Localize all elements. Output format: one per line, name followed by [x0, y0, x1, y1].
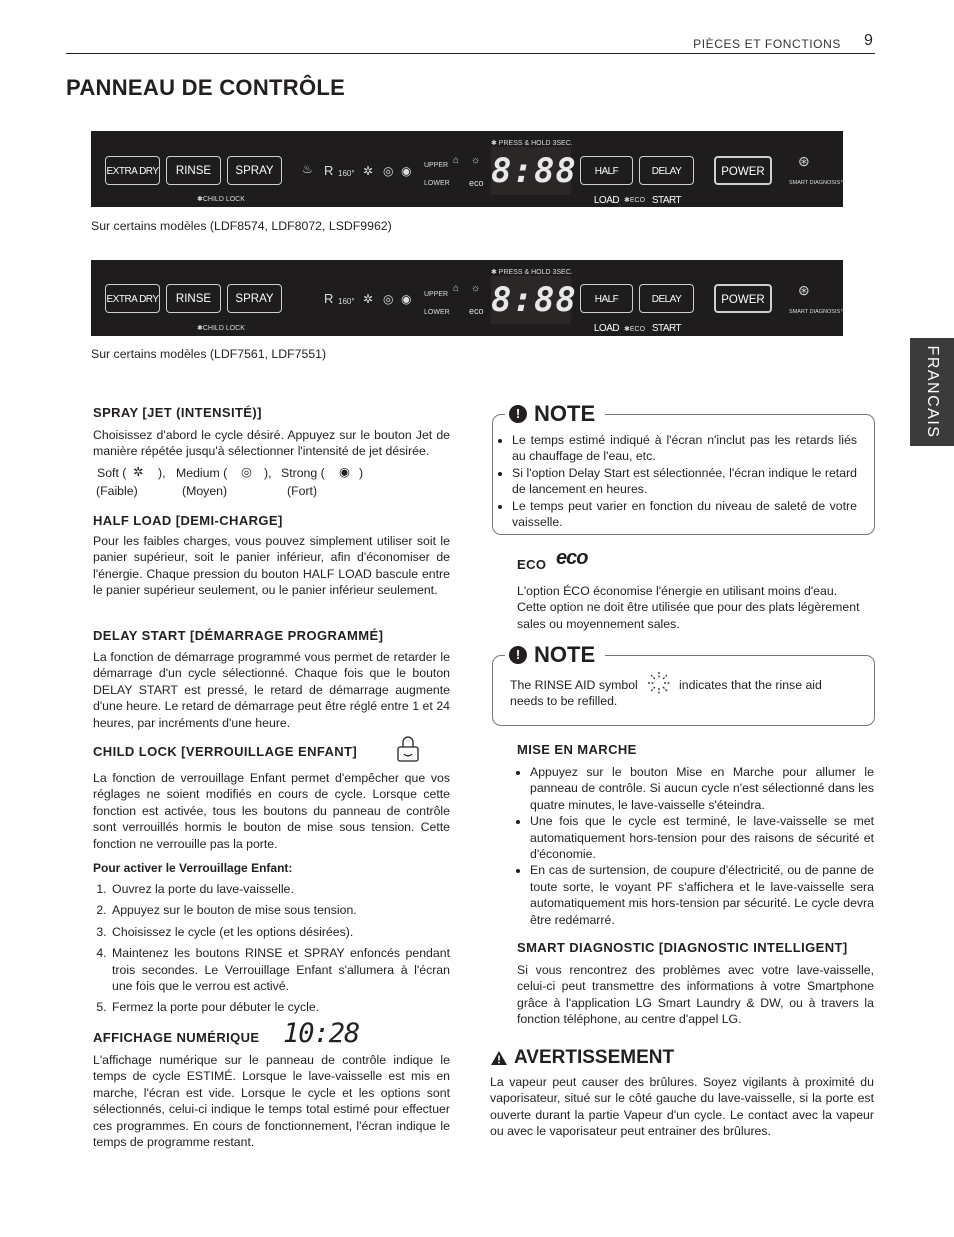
- eco-heading: ECO: [517, 557, 547, 572]
- spray-medium-close: ),: [264, 466, 272, 480]
- eco-indicator: eco: [469, 178, 484, 188]
- lock-icon: ⌂: [453, 283, 460, 294]
- eco-text: L'option ÉCO économise l'énergie en utilisant moins d'eau. Cette option ne doit être utilisée que pour des plats légèrement sales ou moyennement sales.: [517, 584, 860, 631]
- spray-strong-icon: ◉: [401, 292, 412, 306]
- eco-label: ✱ECO: [624, 326, 646, 333]
- header-rule: [66, 53, 875, 54]
- eco-label: ✱ECO: [624, 197, 646, 204]
- power-on-list: [512, 764, 874, 928]
- warning-text: La vapeur peut causer des brûlures. Soyez vigilants à proximité du vaporisateur, situé sur le côté gauche du lave-vaisselle, si la porte est ouverte durant la partie Vapeur d'un cycle. Le contact avec la vapeur ou avec le vaporisateur peut entrainer des brûlures.: [490, 1075, 874, 1139]
- power-on-heading: MISE EN MARCHE: [517, 742, 637, 757]
- high-temp-label: 160°: [338, 297, 355, 306]
- spray-strong-label: Strong (: [281, 466, 325, 480]
- smart-diagnosis-icon: ⊛: [798, 282, 810, 298]
- display-sample: 10:28: [283, 1018, 360, 1049]
- child-lock-subheading: Pour activer le Verrouillage Enfant:: [93, 861, 293, 875]
- list-item: • En cas de surtension, de coupure d'électricité, ou de panne de toute sorte, le voyant PF s'affichera et le lave-vaisselle sera automatiquement mis hors-tension par sécurité. Le cycle devra être redémarré.: [530, 862, 874, 928]
- rinse-aid-icon: R: [324, 291, 334, 306]
- list-item: • Le temps peut varier en fonction du niveau de saleté de votre vaisselle.: [512, 498, 857, 531]
- panel-1-caption: Sur certains modèles (LDF8574, LDF8072, LSDF9962): [91, 219, 392, 233]
- half-load-button[interactable]: HALF LOAD: [580, 284, 633, 313]
- half-load-heading: HALF LOAD [DEMI-CHARGE]: [93, 513, 283, 528]
- rinse-aid-sun-icon: ☼: [471, 155, 481, 166]
- digital-display: 8:88: [491, 147, 571, 195]
- child-lock-label: ✱CHILD LOCK: [197, 196, 245, 203]
- spray-medium-icon: ◎: [383, 164, 394, 178]
- lock-icon: ⌂: [453, 155, 460, 166]
- half-load-text: Pour les faibles charges, vous pouvez simplement utiliser soit le panier supérieur, soit le panier inférieur, afin d'économiser de l'énergie. Chaque pression du bouton HALF LOAD bascule entre le panier supérieur seulement, ou le panier inférieur seulement.: [93, 534, 450, 598]
- spray-medium-icon: ◎: [241, 465, 252, 479]
- note-1-title-row: [505, 400, 605, 428]
- child-lock-label: ✱CHILD LOCK: [197, 325, 245, 332]
- list-item: 1. Ouvrez la porte du lave-vaisselle.: [110, 881, 450, 897]
- spray-button[interactable]: SPRAY: [227, 284, 282, 313]
- rinse-button[interactable]: RINSE: [166, 156, 221, 185]
- list-item: • Une fois que le cycle est terminé, le lave-vaisselle se met automatiquement hors-tension pour des raisons de sécurité et d'économie.: [530, 813, 874, 862]
- delay-start-button[interactable]: DELAY START: [639, 156, 694, 185]
- control-panel-1: [91, 131, 846, 207]
- warning-title: AVERTISSEMENT: [514, 1047, 675, 1068]
- language-tab-label: FRANCAIS: [924, 345, 942, 439]
- rinse-aid-icon: R: [324, 163, 334, 178]
- smart-diagnostic-heading: SMART DIAGNOSTIC [DIAGNOSTIC INTELLIGENT]: [517, 940, 848, 955]
- warning-icon: [490, 1050, 508, 1066]
- smart-diagnostic-text: Si vous rencontrez des problèmes avec votre lave-vaisselle, celui-ci peut transmettre des informations à votre Smartphone grâce à l'application LG Smart Laundry & DW, ou à travers la fonction téléphone, au centre d'appel LG.: [517, 963, 874, 1027]
- display-text: L'affichage numérique sur le panneau de contrôle indique le temps de cycle ESTIMÉ. Lorsque le lave-vaisselle est mis en marche, l'écran est vide. Lorsque le cycle et les options sont sélectionnés, celui-ci indique le temps total estimé pour effectuer ces programmes. En cours de fonctionnement, l'écran indique le temps de programme restant.: [93, 1053, 450, 1150]
- digital-display: 8:88: [491, 276, 571, 324]
- page-number: 9: [864, 32, 873, 49]
- high-temp-label: 160°: [338, 169, 355, 178]
- running-header: PIÈCES ET FONCTIONS: [693, 37, 841, 51]
- lower-label: LOWER: [424, 180, 450, 187]
- press-hold-label: ✱ PRESS & HOLD 3SEC.: [491, 140, 573, 147]
- spray-soft-icon: ✲: [363, 164, 374, 178]
- spray-soft-icon: ✲: [133, 465, 144, 479]
- spray-heading: SPRAY [JET (INTENSITÉ)]: [93, 405, 262, 420]
- note-2-text-b: indicates that the rinse aid needs to be refilled.: [510, 678, 822, 709]
- spray-soft-label: Soft (: [97, 466, 127, 480]
- upper-label: UPPER: [424, 162, 449, 169]
- power-button[interactable]: POWER: [714, 156, 772, 185]
- spray-soft-fr: (Faible): [96, 484, 138, 498]
- power-button[interactable]: POWER: [714, 284, 772, 313]
- delay-start-heading: DELAY START [DÉMARRAGE PROGRAMMÉ]: [93, 628, 384, 643]
- spray-strong-icon: ◉: [401, 164, 412, 178]
- control-panel-2: [91, 260, 846, 336]
- list-item: 4. Maintenez les boutons RINSE et SPRAY enfoncés pendant trois secondes. Le Verrouillage Enfant s'allumera à l'écran une fois que le verrou est activé.: [110, 945, 450, 994]
- spray-strong-close: ): [359, 466, 364, 480]
- smart-diagnosis-label: SMART DIAGNOSIS™: [789, 309, 846, 315]
- note-1-list: [494, 432, 857, 530]
- note-2-text-a: The RINSE AID symbol: [510, 678, 638, 692]
- child-lock-text: La fonction de verrouillage Enfant permet d'empêcher que vos réglages ne soient modifiés en cours de cycle. Lorsque cette fonction est activée, tous les boutons du panneau de contrôle sont verrouillés hormis le bouton de mise sous tension. Cette fonction ne verrouille pas la porte.: [93, 771, 450, 851]
- page-title: PANNEAU DE CONTRÔLE: [66, 75, 346, 100]
- child-lock-steps: [93, 881, 450, 1021]
- child-lock-icon: [397, 736, 419, 762]
- spray-soft-icon: ✲: [363, 292, 374, 306]
- list-item: • Appuyez sur le bouton Mise en Marche pour allumer le panneau de contrôle. Si aucun cycle n'est sélectionné dans les quatre minutes, le lave-vaisselle s'éteindra.: [530, 764, 874, 813]
- display-heading: AFFICHAGE NUMÉRIQUE: [93, 1030, 260, 1045]
- delay-start-text: La fonction de démarrage programmé vous permet de retarder le démarrage d'un cycle sélectionné. Chaque fois que le bouton DELAY START est pressé, le retard de démarrage augmente d'une heure. Le retard de démarrage peut être réglé entre 1 et 24 heures, par incréments d'une heure.: [93, 650, 450, 730]
- spray-strong-fr: (Fort): [287, 484, 318, 498]
- spray-medium-fr: (Moyen): [182, 484, 228, 498]
- steam-icon: ♨: [302, 162, 313, 176]
- spray-text: Choisissez d'abord le cycle désiré. Appuyez sur le bouton Jet de manière répétée jusqu'à sélectionner l'intensité de jet désirée.: [93, 428, 450, 459]
- spray-strong-icon: ◉: [339, 465, 350, 479]
- note-1-title: NOTE: [534, 400, 596, 426]
- rinse-aid-sun-icon: ☼: [471, 283, 481, 294]
- press-hold-label: ✱ PRESS & HOLD 3SEC.: [491, 269, 573, 276]
- spray-intensity-row: [97, 465, 457, 501]
- spray-medium-label: Medium (: [176, 466, 228, 480]
- list-item: 2. Appuyez sur le bouton de mise sous tension.: [110, 902, 450, 918]
- half-load-button[interactable]: HALF LOAD: [580, 156, 633, 185]
- list-item: 5. Fermez la porte pour débuter le cycle.: [110, 999, 450, 1015]
- list-item: • Si l'option Delay Start est sélectionnée, l'écran indique le retard de lancement en heures.: [512, 465, 857, 498]
- panel-2-caption: Sur certains modèles (LDF7561, LDF7551): [91, 347, 327, 361]
- spray-soft-close: ),: [158, 466, 166, 480]
- list-item: 3. Choisissez le cycle (et les options désirées).: [110, 924, 450, 940]
- rinse-button[interactable]: RINSE: [166, 284, 221, 313]
- warning-title-row: [490, 1047, 675, 1068]
- child-lock-heading: CHILD LOCK [VERROUILLAGE ENFANT]: [93, 744, 358, 759]
- smart-diagnosis-label: SMART DIAGNOSIS™: [789, 180, 846, 186]
- note-2-title: NOTE: [534, 641, 596, 667]
- eco-indicator: eco: [469, 306, 484, 316]
- upper-label: UPPER: [424, 291, 449, 298]
- extra-dry-button[interactable]: EXTRA DRY: [105, 156, 160, 185]
- language-tab: [910, 338, 954, 446]
- extra-dry-button[interactable]: EXTRA DRY: [105, 284, 160, 313]
- lower-label: LOWER: [424, 309, 450, 316]
- list-item: • Le temps estimé indiqué à l'écran n'inclut pas les retards liés au chauffage de l'eau, etc.: [512, 432, 857, 465]
- exclamation-icon: !: [509, 405, 527, 423]
- note-2-title-row: [505, 641, 605, 669]
- spray-button[interactable]: SPRAY: [227, 156, 282, 185]
- delay-start-button[interactable]: DELAY START: [639, 284, 694, 313]
- eco-logo: eco: [556, 547, 588, 569]
- spray-medium-icon: ◎: [383, 292, 394, 306]
- smart-diagnosis-icon: ⊛: [798, 153, 810, 169]
- exclamation-icon: !: [509, 646, 527, 664]
